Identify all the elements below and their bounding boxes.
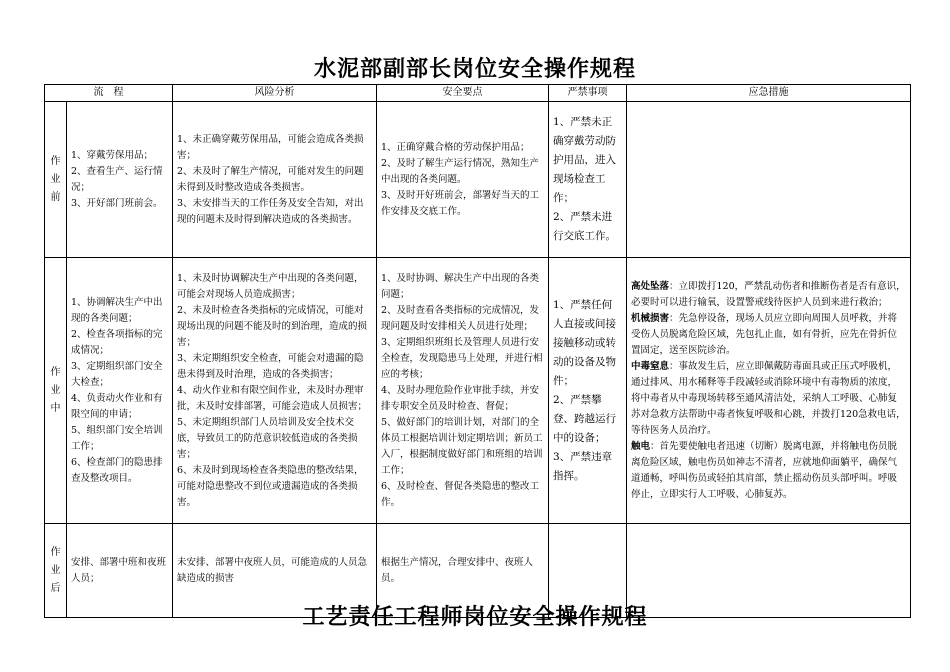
emergency-text: ：首先要使触电者迅速（切断）脱离电源，并将触电伤员脱离危险区域，触电伤员如神志不清者，应就地仰面躺平，确保气道通畅，呼叫伤员或轻拍其肩部，禁止摇动伤员头部呼叫。呼吸停止，立即实行人工呼吸、心肺复苏。 [631,440,898,500]
risk-item: 2、未及时了解生产情况，可能对发生的问题未得到及时整改造成各类损害。 [177,165,364,193]
process-item: 安排、部署中班和夜班人员； [71,556,167,584]
emergency-label: 中毒窒息 [631,360,670,372]
process-cell [67,102,173,258]
phase-char: 作 [50,155,61,167]
risk-item: 6、未及时到现场检查各类隐患的整改结果，可能对隐患整改不到位或遗漏造成的各类损害。 [177,464,364,508]
row-before-work [45,102,911,258]
prohibited-cell [549,258,627,524]
risk-item: 5、未定期组织部门人员培训及安全技术交底，导致员工的防范意识较低造成的各类损害； [177,416,358,460]
emergency-text: ：先急停设备，现场人员应立即向周围人员呼救，并将受伤人员脱离危险区域，先包扎止血，如有骨折，应先在骨折位置固定，送至医院诊治。 [631,312,898,356]
process-item: 2、查看生产、运行情况； [71,165,163,193]
risk-item: 未安排、部署中夜班人员，可能造成的人员急缺造成的损害 [177,556,368,584]
header-process: 流 程 [45,85,173,102]
emergency-item [631,311,906,359]
row-during-work [45,258,911,524]
emergency-item [631,279,906,311]
safety-item: 5、做好部门的培训计划，对部门的全体员工根据培训计划定期培训；新员工入厂，根据制度做好部门和班组的培训工作； [381,416,543,476]
emergency-cell [627,258,911,524]
process-item: 1、穿戴劳保用品； [71,149,154,161]
risk-cell [173,102,377,258]
safety-item: 3、定期组织班组长及管理人员进行安全检查，发现隐患马上处理，并进行相应的考核； [381,336,543,380]
phase-char: 作 [50,546,61,558]
safety-item: 1、及时协调、解决生产中出现的各类问题； [381,272,540,300]
process-item: 1、协调解决生产中出现的各类问题； [71,296,163,324]
prohibited-item: 1、严禁任何人直接或间接接触移动或转动的设备及物件； [553,298,616,387]
safety-item: 3、及时开好班前会，部署好当天的工作安排及交底工作。 [381,189,540,217]
process-cell [67,258,173,524]
emergency-cell [627,102,911,258]
page-title: 水泥部副部长岗位安全操作规程 [313,56,636,82]
process-item: 2、检查各项指标的完成情况； [71,328,163,356]
phase-char: 作 [50,366,61,378]
risk-item: 3、未安排当天的工作任务及安全告知，对出现的问题未及时得到解决造成的各类损害。 [177,197,364,225]
phase-label [45,102,67,258]
emergency-text: ：立即拨打120，严禁乱动伤者和推断伤者是否有意识，必要时可以进行输氧，设置警戒线待医护人员到来进行救治； [631,280,906,308]
safety-procedure-table [44,84,911,618]
header-emergency: 应急措施 [627,85,911,102]
phase-char: 前 [50,191,61,203]
risk-item: 3、未定期组织安全检查，可能会对遗漏的隐患未得到及时治理，造成的各类损害； [177,352,364,380]
header-safety: 安全要点 [377,85,549,102]
prohibited-item: 2、严禁未进行交底工作。 [553,211,616,242]
emergency-label: 机械损害 [631,312,670,324]
prohibited-item: 3、严禁违章指挥。 [553,450,613,482]
risk-item: 1、未正确穿戴劳保用品，可能会造成各类损害； [177,133,364,161]
phase-char: 业 [50,564,61,576]
safety-cell [377,258,549,524]
safety-item: 根据生产情况，合理安排中、夜班人员。 [381,556,534,584]
risk-item: 4、动火作业和有限空间作业，未及时办理审批，未及时安排部署，可能会造成人员损害； [177,384,368,412]
header-risk: 风险分析 [173,85,377,102]
phase-char: 后 [50,582,61,594]
header-row [45,85,911,102]
process-item: 3、开好部门班前会。 [71,197,163,209]
safety-item: 1、正确穿戴合格的劳动保护用品； [381,141,530,153]
emergency-item [631,439,906,503]
prohibited-cell [549,102,627,258]
next-section-title: 工艺责任工程师岗位安全操作规程 [302,604,648,630]
header-prohibited: 严禁事项 [549,85,627,102]
process-item: 4、负责动火作业和有限空间的申请； [71,392,163,420]
phase-char: 业 [50,384,61,396]
process-item: 6、检查部门的隐患排查及整改项目。 [71,456,163,484]
emergency-text: ：事故发生后，应立即佩戴防毒面具或正压式呼吸机，通过排风、用水稀释等手段减轻或消除环境中有毒物质的浓度，将中毒者从中毒现场转移至通风清洁处，采纳人工呼吸、心肺复苏对急救方法帮助中毒者恢复呼吸和心跳，并拨打120急救电话，等待医务人员治疗。 [631,360,906,436]
safety-cell [377,102,549,258]
emergency-label: 高处坠落 [631,280,670,292]
safety-item: 4、及时办理危险作业审批手续，并安排专职安全员及时检查、督促； [381,384,540,412]
risk-item: 2、未及时检查各类指标的完成情况，可能对现场出现的问题不能及时的到治理，造成的损害； [177,304,368,348]
safety-item: 2、及时了解生产运行情况，熟知生产中出现的各类问题。 [381,157,540,185]
risk-item: 1、未及时协调解决生产中出现的各类问题，可能会对现场人员造成损害； [177,272,364,300]
phase-char: 中 [50,402,61,414]
prohibited-item: 1、严禁未正确穿戴劳动防护用品，进入现场检查工作； [553,116,616,204]
emergency-label: 触电 [631,440,651,452]
process-item: 5、组织部门安全培训工作； [71,424,163,452]
phase-label [45,258,67,524]
process-item: 3、定期组织部门安全大检查； [71,360,163,388]
prohibited-item: 2、严禁攀登、跨越运行中的设备； [553,393,616,444]
risk-cell [173,258,377,524]
safety-item: 6、及时检查、督促各类隐患的整改工作。 [381,480,540,508]
emergency-item [631,359,906,439]
phase-char: 业 [50,173,61,185]
safety-item: 2、及时查看各类指标的完成情况，发现问题及时安排相关人员进行处理； [381,304,540,332]
